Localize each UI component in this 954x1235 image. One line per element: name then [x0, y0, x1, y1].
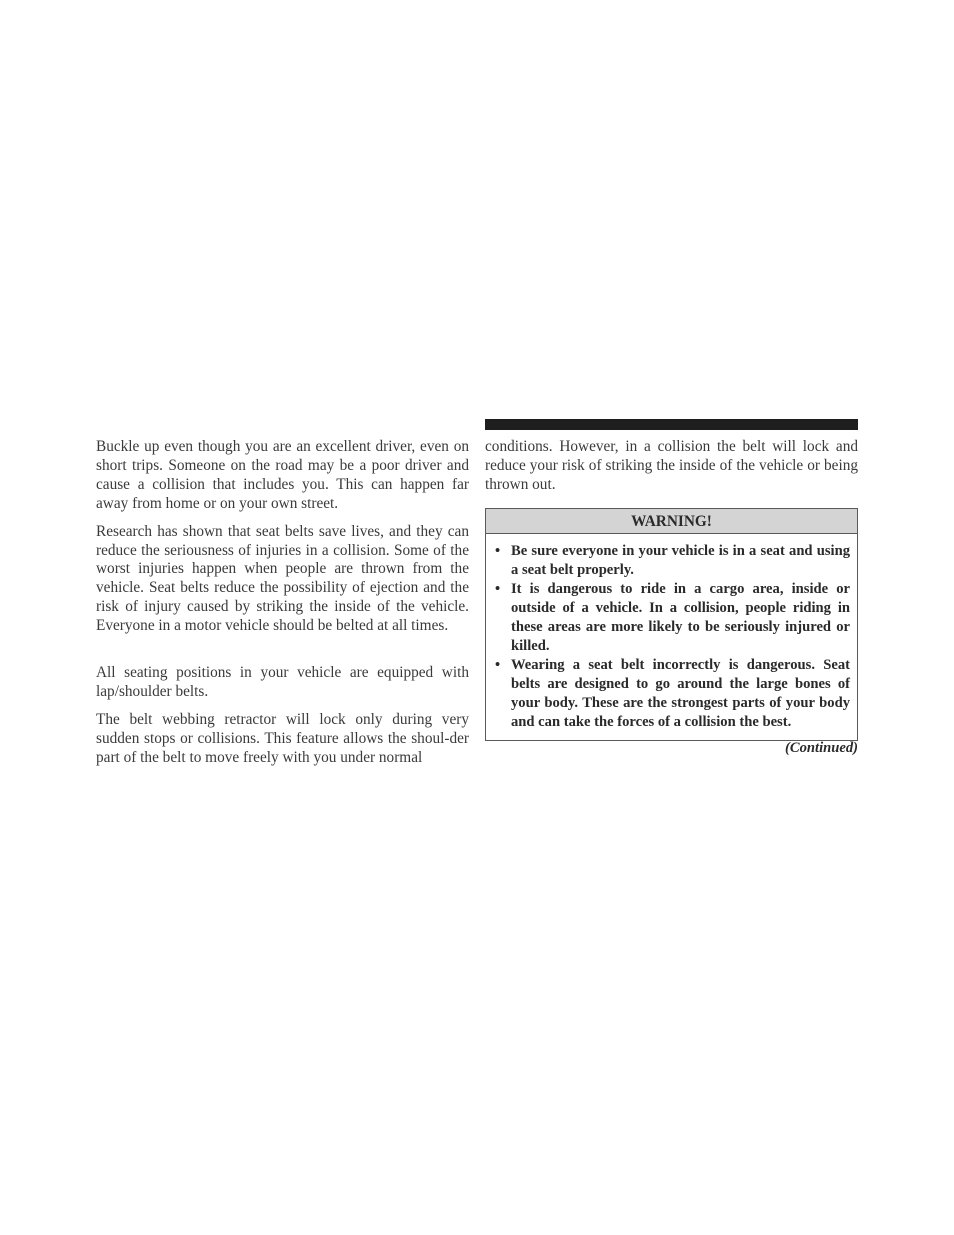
warning-box — [485, 508, 858, 741]
warning-item-text: Be sure everyone in your vehicle is in a seat and using a seat belt properly. — [511, 543, 850, 578]
warning-list — [486, 534, 857, 732]
paragraph-research: Research has shown that seat belts save lives, and they can reduce the seriousness of injuries in a collision. Some of the worst injuries happen when people are thrown from the vehicle. Seat belts reduce the possibility of ejection and the risk of injury caused by striking the inside of the vehicle. Everyone in a motor vehicle should be belted at all times. — [96, 522, 469, 635]
paragraph-buckle-up: Buckle up even though you are an excellent driver, even on short trips. Someone on the road may be a poor driver and cause a collision that includes you. This can happen far away from home or on your own street. — [96, 438, 469, 512]
right-column — [485, 438, 858, 495]
paragraph-seating-positions: All seating positions in your vehicle are equipped with lap/shoulder belts. — [96, 664, 469, 700]
section-header-bar — [485, 419, 858, 430]
paragraph-retractor: The belt webbing retractor will lock only during very sudden stops or collisions. This feature allows the shoul-der part of the belt to move freely with you under normal — [96, 710, 469, 766]
bullet-icon: • — [495, 581, 501, 597]
continued-label: (Continued) — [785, 740, 858, 756]
warning-title: WARNING! — [486, 509, 857, 534]
paragraph-conditions: conditions. However, in a collision the belt will lock and reduce your risk of striking the inside of the vehicle or being thrown out. — [485, 438, 858, 493]
left-column — [96, 438, 469, 768]
warning-item-text: Wearing a seat belt incorrectly is dangerous. Seat belts are designed to go around the large bones of your body. These are the strongest parts of your body and can take the forces of a collision the best. — [511, 657, 850, 730]
warning-item-text: It is dangerous to ride in a cargo area, inside or outside of a vehicle. In a collision, people riding in these areas are more likely to be seriously injured or killed. — [511, 581, 850, 654]
bullet-icon: • — [495, 543, 501, 559]
warning-item — [493, 542, 850, 580]
bullet-icon: • — [495, 657, 501, 673]
warning-item — [493, 580, 850, 656]
warning-item — [493, 656, 850, 732]
